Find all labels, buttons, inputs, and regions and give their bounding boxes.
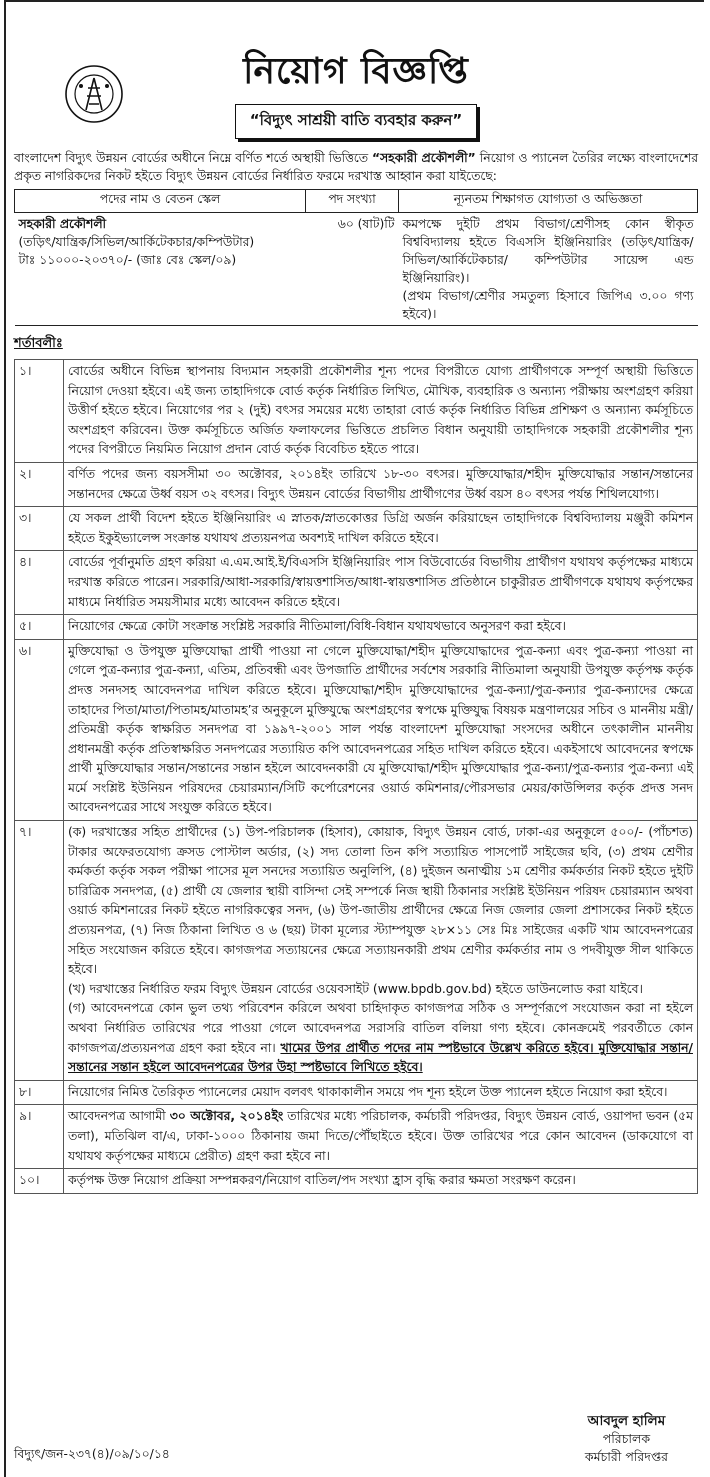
header-qualification: ন্যূনতম শিক্ষাগত যোগ্যতা ও অভিজ্ঞতা (399, 190, 698, 213)
bpdb-logo-icon (64, 64, 124, 124)
signatory-office: কর্মচারী পরিদপ্তর (584, 1449, 668, 1464)
post-pay-scale: টাঃ ১১০০০-২০৩৭০/- (জাঃ বেঃ স্কেল/০৯) (18, 253, 237, 267)
signatory-name: আবদুল হালিম (587, 1413, 666, 1429)
header (14, 2, 698, 98)
term-text-9 (64, 1105, 698, 1169)
term-9-text-pre: আবেদনপত্র আগামী (68, 1109, 170, 1124)
signatory-designation: পরিচালক (602, 1431, 651, 1446)
term-row (15, 821, 698, 1081)
post-disciplines: (তড়িৎ/যান্ত্রিক/সিভিল/আর্কিটেকচার/কম্পিউটার) (18, 235, 255, 249)
term-7-part-c-text: (গ) আবেদনপত্রে কোন ভুল তথ্য পরিবেশন করিলে অথবা চাহিদাকৃত কাগজপত্র সঠিক ও সম্পূর্ণরূপে সংযোজন করা না হইলে অথবা নির্ধারিত তারিখের পরে পাওয়া গেলে আবেদনপত্র সরাসরি বাতিল বলিয়া গণ্য হইবে। কোনক্রমেই পরবর্তীতে কোন কাগজপত্র/প্রত্যয়নপত্র গ্রহণ করা হইবে না। (68, 1001, 693, 1055)
term-number: ৮। (15, 1080, 64, 1105)
term-number: ৬। (15, 639, 64, 820)
term-row (15, 1080, 698, 1105)
term-row (15, 615, 698, 640)
term-row (15, 462, 698, 506)
term-7-part-c-emphasis: খামের উপর প্রার্থীত পদের নাম স্পষ্টভাবে উল্লেখ করিতে হইবে। মুক্তিযোদ্ধার সন্তান/সন্তানের সন্তান হইলে আবেদনপত্রের উপর উহা স্পষ্টভাবে লিখিতে হইবে। (68, 1040, 693, 1075)
term-row (15, 360, 698, 463)
terms-heading: শর্তাবলীঃ (14, 336, 63, 351)
term-7-part-a: (ক) দরখাস্তের সহিত প্রার্থীদের (১) উপ-পরিচালক (হিসাব), কোয়াক, বিদ্যুৎ উন্নয়ন বোর্ড, ঢাকা-এর অনুকূলে ৫০০/- (পাঁচশত) টাকার অফেরতযোগ্য ক্রসড পোস্টাল অর্ডার, (২) সদ্য তোলা তিন কপি সত্যায়িত পাসপোর্ট সাইজের ছবি, (৩) প্রথম শ্রেণীর কর্মকর্তা কর্তৃক সকল পরীক্ষা পাসের মূল সনদের সত্যায়িত অনুলিপি, (৪) দুইজন অনাত্মীয় ১ম শ্রেণীর কর্মকর্তার নিকট হইতে দুইটি চারিত্রিক সনদপত্র, (৫) প্রার্থী যে জেলার স্থায়ী বাসিন্দা সেই সম্পর্কে নিজ স্থায়ী ঠিকানার সংশ্লিষ্ট ইউনিয়ন পরিষদ চেয়ারম্যান অথবা ওয়ার্ড কমিশনারের নিকট হইতে নাগরিকত্বের সনদ, (৬) উপ-জাতীয় প্রার্থীদের ক্ষেত্রে নিজ জেলার জেলা প্রশাসকের নিকট হইতে প্রত্যয়নপত্র, (৭) নিজ ঠিকানা লিখিত ও ৬ (ছয়) টাকা মূল্যের স্ট্যাম্পযুক্ত ২৮×১১ সেঃ মিঃ সাইজের একটি খাম আবেদনপত্রের সহিত সংযোজন করিতে হইবে। কাগজপত্র সত্যায়নের ক্ষেত্রে সত্যায়নকারী প্রথম শ্রেণীর কর্মকর্তার নাম ও পদবীযুক্ত সীল থাকিতে হইবে। (68, 825, 693, 977)
term-text-7 (64, 821, 698, 1081)
qualification-cell (399, 213, 698, 326)
term-row (15, 1105, 698, 1169)
term-number: ৫। (15, 615, 64, 640)
intro-paragraph (14, 149, 698, 185)
intro-text-2: নিয়োগ ও প্যানেল তৈরির লক্ষ্যে বাংলাদেশের প্রকৃত নাগরিকদের নিকট হইতে বিদ্যুৎ উন্নয়ন বোর্ডের নির্ধারিত ফরমে দরখাস্ত আহ্বান করা যাইতেছে: (14, 151, 698, 183)
term-number: ৪। (15, 551, 64, 615)
term-7-part-c (68, 999, 693, 1077)
header-post-count: পদ সংখ্যা (306, 190, 399, 213)
term-7-part-b: (খ) দরখাস্তের নির্ধারিত ফরম বিদ্যুৎ উন্নয়ন বোর্ডের ওয়েবসাইট (www.bpdb.gov.bd) হইতে ডাউনলোড করা যাইবে। (68, 981, 643, 996)
posts-table (14, 189, 698, 326)
term-row (15, 551, 698, 615)
intro-post-name: “সহকারী প্রকৌশলী” (371, 151, 476, 165)
term-9-text-post: তারিখের মধ্যে পরিচালক, কর্মচারী পরিদপ্তর, বিদ্যুৎ উন্নয়ন বোর্ড, ওয়াপদা ভবন (৫ম তলা), মতিঝিল বা/এ, ঢাকা-১০০০ ঠিকানায় জমা দিতে/পৌঁছাইতে হইবে। উক্ত তারিখের পরে কোন আবেদন (ডাকযোগে বা যথাযথ কর্তৃপক্ষের মাধ্যমে প্রেরীত) গ্রহণ করা হইবে না। (68, 1109, 693, 1163)
header-post-name: পদের নাম ও বেতন স্কেল (15, 190, 306, 213)
term-number: ৩। (15, 507, 64, 551)
term-text: মুক্তিযোদ্ধা ও উপযুক্ত মুক্তিযোদ্ধা প্রার্থী পাওয়া না গেলে মুক্তিযোদ্ধা/শহীদ মুক্তিযোদ্ধাদের পুত্র-কন্যা এবং পুত্র-কন্যা পাওয়া না গেলে পুত্র-কন্যার পুত্র-কন্যা, এতিম, প্রতিবন্ধী এবং উপজাতি প্রার্থীদের সর্বশেষ সরকারি নীতিমালা অনুযায়ী উপযুক্ত কর্তৃপক্ষ কর্তৃক প্রদত্ত সনদসহ আবেদনপত্র দাখিল করিতে হইবে। মুক্তিযোদ্ধা/শহীদ মুক্তিযোদ্ধাদের পুত্র-কন্যা/পুত্র-কন্যার পুত্র-কন্যাদের ক্ষেত্রে তাহাদের পিতা/মাতা/পিতামহ/মাতামহ’র অনুকূলে মুক্তিযুদ্ধে অংশগ্রহণের স্বপক্ষে মুক্তিযুদ্ধ বিষয়ক মন্ত্রণালয়ের সচিব ও মাননীয় মন্ত্রী/প্রতিমন্ত্রী কর্তৃক স্বাক্ষরিত সনদপত্র বা ১৯৯৭-২০০১ সাল পর্যন্ত বাংলাদেশ মুক্তিযোদ্ধা সংসদের অধীনে তৎকালীন মাননীয় প্রধানমন্ত্রী কর্তৃক প্রতিস্বাক্ষরিত সনদপত্রের সত্যায়িত কপি আবেদনপত্রের সহিত দাখিল করিতে হইবে। একইসাথে আবেদনের স্বপক্ষে প্রার্থী মুক্তিযোদ্ধার সন্তান/সন্তানের সন্তান হইলে আবেদনকারী যে মুক্তিযোদ্ধা/শহীদ মুক্তিযোদ্ধার পুত্র-কন্যা/পুত্র-কন্যার পুত্র-কন্যা এই মর্মে সংশ্লিষ্ট ইউনিয়ন পরিষদের চেয়ারম্যান/সিটি কর্পোরেশনের ওয়ার্ড কমিশনার/পৌরসভার মেয়র/কাউন্সিলর কর্তৃক প্রদত্ত সনদ আবেদনপত্রের সাথে সংযুক্ত করিতে হইবে। (64, 639, 698, 820)
intro-text-1: বাংলাদেশ বিদ্যুৎ উন্নয়ন বোর্ডের অধীনে নিম্নে বর্ণিত শর্তে অস্থায়ী ভিত্তিতে (14, 151, 372, 165)
term-number: ১০। (15, 1169, 64, 1194)
term-number: ৯। (15, 1105, 64, 1169)
term-row (15, 507, 698, 551)
term-number: ৭। (15, 821, 64, 1081)
reference-number: বিদ্যুৎ/জন-২৩৭(৪)/০৯/১০/১৪ (14, 1447, 170, 1461)
term-row (15, 639, 698, 820)
term-text: যে সকল প্রার্থী বিদেশ হইতে ইঞ্জিনিয়ারিং এ স্নাতক/স্নাতকোত্তর ডিগ্রি অর্জন করিয়াছেন তাহাদিগকে বিশ্ববিদ্যালয় মঞ্জুরী কমিশন হইতে ইকুইভ্যালেন্স সংক্রান্ত যথাযথ প্রত্যয়নপত্র অবশ্যই দাখিল করিতে হইবে। (64, 507, 698, 551)
term-text: কর্তৃপক্ষ উক্ত নিয়োগ প্রক্রিয়া সম্পন্নকরণ/নিয়োগ বাতিল/পদ সংখ্যা হ্রাস বৃদ্ধি করার ক্ষমতা সংরক্ষণ করেন। (64, 1169, 698, 1194)
term-text: বোর্ডের পূর্বানুমতি গ্রহণ করিয়া এ.এম.আই.ই/বিএসসি ইঞ্জিনিয়ারিং পাস বিউবোর্ডের বিভাগীয় প্রার্থীগণ যথাযথ কর্তৃপক্ষের মাধ্যমে দরখাস্ত করিতে পারেন। সরকারি/আধা-সরকারি/স্বায়ত্তশাসিত/আধা-স্বায়ত্তশাসিত প্রতিষ্ঠানে চাকুরীরত প্রার্থীগণকে যথাযথ কর্তৃপক্ষের মাধ্যমে নির্ধারিত সময়সীমার মধ্যে আবেদন করিতে হইবে। (64, 551, 698, 615)
term-text: বর্ণিত পদের জন্য বয়সসীমা ৩০ অক্টোবর, ২০১৪ইং তারিখে ১৮-৩০ বৎসর। মুক্তিযোদ্ধার/শহীদ মুক্তিযোদ্ধার সন্তান/সন্তানের সন্তানদের ক্ষেত্রে উর্ধ্ব বয়স ৩২ বৎসর। বিদ্যুৎ উন্নয়ন বোর্ডের বিভাগীয় প্রার্থীগণের উর্ধ্ব বয়স ৪০ বৎসর পর্যন্ত শিথিলযোগ্য। (64, 462, 698, 506)
term-number: ১। (15, 360, 64, 463)
term-row (15, 1169, 698, 1194)
term-text: নিয়োগের নিমিত্ত তৈরিকৃত প্যানেলের মেয়াদ বলবৎ থাকাকালীন সময়ে পদ শূন্য হইলে উক্ত প্যানেল হইতে নিয়োগ করা হইবে। (64, 1080, 698, 1105)
qualification-1: কমপক্ষে দুইটি প্রথম বিভাগ/শ্রেণীসহ কোন স্বীকৃত বিশ্ববিদ্যালয় হইতে বিএসসি ইঞ্জিনিয়ারিং (তড়িৎ/যান্ত্রিক/সিভিল/আর্কিটেকচার/ কম্পিউটার সায়েন্স এন্ড ইঞ্জিনিয়ারিং)। (402, 217, 694, 285)
term-number: ২। (15, 462, 64, 506)
posts-header-row (15, 190, 698, 213)
posts-row (15, 213, 698, 326)
term-text: নিয়োগের ক্ষেত্রে কোটা সংক্রান্ত সংশ্লিষ্ট সরকারি নীতিমালা/বিধি-বিধান যথাযথভাবে অনুসরণ করা হইবে। (64, 615, 698, 640)
terms-table (14, 359, 698, 1194)
notice-title: নিয়োগ বিজ্ঞপ্তি (243, 51, 469, 92)
slogan-box: “বিদ্যুৎ সাশ্রয়ী বাতি ব্যবহার করুন” (235, 104, 478, 139)
term-9-deadline: ৩০ অক্টোবর, ২০১৪ইং (169, 1109, 284, 1124)
post-name: সহকারী প্রকৌশলী (18, 217, 107, 231)
qualification-2: (প্রথম বিভাগ/শ্রেণীর সমতুল্য হিসাবে জিপিএ ৩.০০ গণ্য হইবে)। (402, 289, 694, 321)
post-name-cell (15, 213, 306, 326)
signature-block (585, 1412, 668, 1466)
notice-page (4, 0, 704, 1477)
term-text: বোর্ডের অধীনে বিভিন্ন স্থাপনায় বিদ্যমান সহকারী প্রকৌশলীর শূন্য পদের বিপরীতে যোগ্য প্রার্থীগণকে সম্পূর্ণ অস্থায়ী ভিত্তিতে নিয়োগ দেওয়া হইবে। এই জন্য তাহাদিগকে বোর্ড কর্তৃক নির্ধারিত লিখিত, মৌখিক, ব্যবহারিক ও অন্যান্য পরীক্ষায় অংশগ্রহণ করিয়া উত্তীর্ণ হইতে হইবে। নিয়োগের পর ২ (দুই) বৎসর সময়ের মধ্যে তাহারা বোর্ড কর্তৃক নির্ধারিত বিভিন্ন প্রশিক্ষণ ও অন্যান্য কর্মসূচিতে অংশগ্রহণ করিবেন। উক্ত কর্মসূচিতে অর্জিত ফলাফলের ভিত্তিতে প্রচলিত বিধান অনুযায়ী তাহাদিগকে সহকারী প্রকৌশলীর শূন্য পদের বিপরীতে নিয়মিত নিয়োগ প্রদান বোর্ড কর্তৃক বিবেচিত হইতে পারে। (64, 360, 698, 463)
post-count: ৬০ (ষাট)টি (306, 213, 399, 326)
